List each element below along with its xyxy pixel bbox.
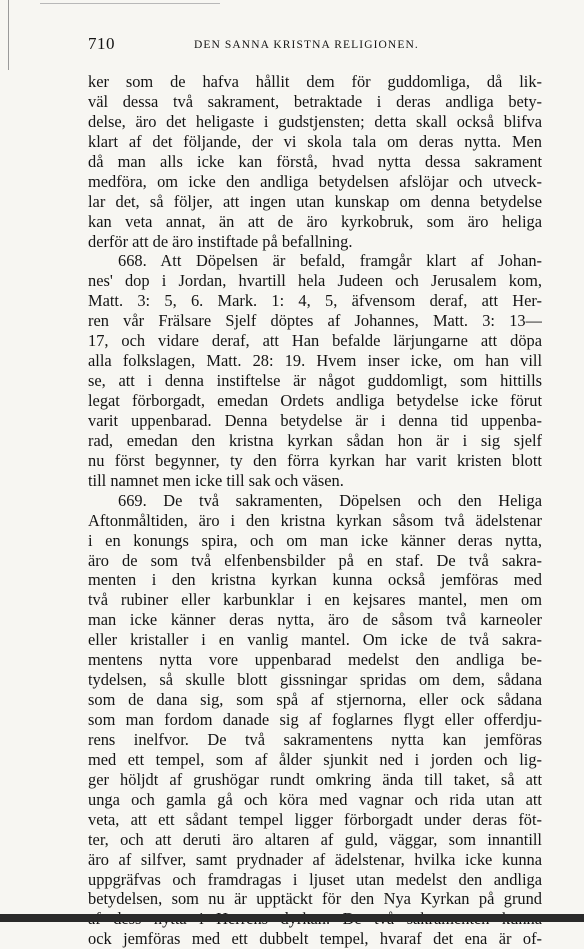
text-line: menten i den kristna kyrkan kunna också jemföras med: [88, 570, 542, 590]
text-line: kan veta annat, än att de äro kyrkobruk, som äro heliga: [88, 211, 542, 231]
text-line: äro de som två elfenbensbilder på en staf. De två sakra-: [88, 550, 542, 570]
text-line: klart af det följande, der vi skola tala om deras nytta. Men: [88, 131, 542, 151]
text-line: unga och gamla gå och köra med vagnar och rida utan att: [88, 789, 542, 809]
text-line: derför att de äro instiftade på befallning.: [88, 231, 353, 251]
text-line: väl dessa två sakrament, betraktade i deras andliga bety-: [88, 91, 542, 111]
text-line: ger höljdt af grushögar rundt omkring ända till taket, så att: [88, 769, 542, 789]
text-line: 17, och vidare deraf, att Han befalde lärjungarne att döpa: [88, 331, 542, 351]
text-line: delse, äro det heligaste i gudstjensten; detta skall också blifva: [88, 111, 542, 131]
page-header: [88, 34, 530, 58]
text-line: nes' dop i Jordan, hvartill hela Judeen och Jerusalem kom,: [88, 271, 542, 291]
text-line: legat förborgadt, emedan Ordets andliga betydelse icke förut: [88, 391, 542, 410]
paragraph-668-start: 668. Att Döpelsen är befald, framgår klart af Johan-: [118, 251, 542, 271]
text-line: i en konungs spira, och om man icke känner deras nytta,: [88, 530, 542, 550]
text-line: varit uppenbarad. Denna betydelse är i denna tid uppenba-: [88, 410, 542, 430]
text-line: nu först begynner, ty den förra kyrkan har varit kristen blott: [88, 450, 542, 470]
text-line: Aftonmåltiden, äro i den kristna kyrkan såsom två ädelstenar: [88, 510, 542, 530]
text-line: till namnet men icke till sak och väsen.: [88, 470, 344, 490]
text-line: mentens nytta vore uppenbarad medelst den andliga be-: [88, 650, 542, 670]
scan-edge-top: [40, 3, 220, 4]
text-line: med ett tempel, som af ålder sjunkit ned i jorden och lig-: [88, 749, 542, 769]
text-line: alla folkslagen, Matt. 28: 19. Hvem inser icke, om han vill: [88, 351, 542, 371]
text-line: eller kristaller i en vanlig mantel. Om icke de två sakra-: [88, 630, 542, 650]
text-line: då man alls icke kan förstå, hvad nytta dessa sakrament: [88, 151, 542, 171]
paragraph-669-start: 669. De två sakramenten, Döpelsen och den Heliga: [118, 490, 542, 510]
text-line: ker som de hafva hållit dem för guddomliga, då lik-: [88, 72, 542, 91]
text-line: se, att i denna instiftelse är något guddomligt, som hittills: [88, 371, 542, 391]
text-line: uppgräfvas och framdragas i ljuset utan medelst den andliga: [88, 869, 542, 889]
text-line: som man fordom danade sig af foglarnes flygt eller offerdju-: [88, 710, 542, 729]
text-line: ter, och att deruti äro altaren af guld, väggar, som innantill: [88, 829, 542, 849]
text-line: man icke känner deras nytta, äro de såsom två karneoler: [88, 610, 542, 630]
scan-edge-left: [8, 0, 9, 70]
text-line: som de dana sig, som spå af stjernorna, eller ock sådana: [88, 690, 542, 710]
text-line: äro af silfver, samt prydnader af ädelstenar, hvilka icke kunna: [88, 849, 542, 869]
text-line: ock jemföras med ett dubbelt tempel, hvaraf det ena är of-: [88, 929, 542, 949]
text-line: ren vår Frälsare Sjelf döptes af Johannes, Matt. 3: 13—: [88, 311, 542, 331]
page-number: 710: [88, 34, 115, 53]
text-line: rad, emedan den kristna kyrkan sådan hon är i sig sjelf: [88, 430, 542, 450]
text-line: rens inelfvor. De två sakramentens nytta kan jemföras: [88, 729, 542, 749]
body-text: [88, 72, 542, 949]
text-line: medföra, om icke den andliga betydelsen afslöjar och utveck-: [88, 171, 542, 191]
scan-bottom-edge: [0, 914, 584, 922]
text-line: Matt. 3: 5, 6. Mark. 1: 4, 5, äfvensom deraf, att Her-: [88, 291, 542, 311]
text-line: veta, att ett sådant tempel ligger förborgadt under deras föt-: [88, 809, 542, 829]
text-line: betydelsen, som nu är upptäckt för den Nya Kyrkan på grund: [88, 889, 542, 909]
text-line: tydelsen, så skulle blott gissningar spridas om dem, sådana: [88, 670, 542, 690]
text-line: två rubiner eller karbunklar i en kejsares mantel, men om: [88, 590, 542, 610]
running-head: DEN SANNA KRISTNA RELIGIONEN.: [194, 39, 419, 51]
text-line: lar det, så följer, att ingen utan kunskap om denna betydelse: [88, 191, 542, 211]
